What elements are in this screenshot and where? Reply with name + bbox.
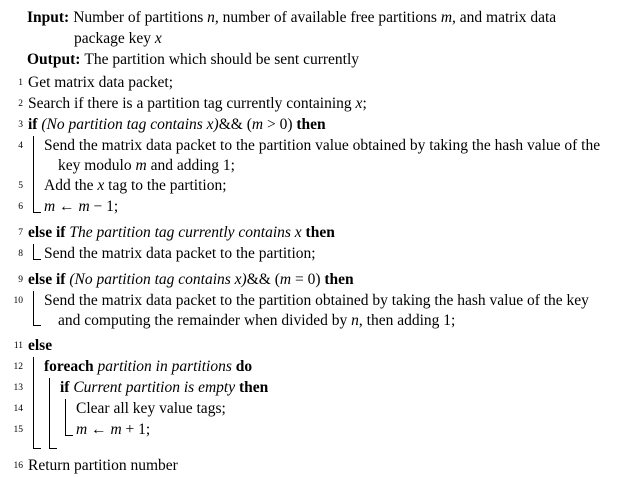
text-segment: Send the matrix data packet to the partition value obtained by taking the hash value of the key modulo — [44, 137, 601, 174]
text-segment: The partition tag currently contains x — [69, 224, 302, 241]
text-segment: if — [28, 116, 42, 133]
text-segment: ← — [55, 198, 79, 215]
line-content — [44, 244, 610, 265]
algorithm-line — [8, 291, 610, 331]
text-segment: m — [78, 198, 90, 215]
block-end-row — [8, 441, 610, 451]
text-segment: then — [238, 379, 269, 396]
text-segment: n — [351, 312, 359, 329]
text-segment: m — [440, 9, 453, 26]
text-segment: and adding 1; — [146, 157, 235, 174]
text-segment: − 1; — [89, 198, 119, 215]
block-indent-guide — [28, 197, 44, 218]
line-number: 5 — [18, 181, 23, 191]
block-indent-guide — [60, 420, 76, 441]
text-segment: && ( — [218, 116, 252, 133]
algorithm-line — [8, 399, 610, 420]
algorithm-line — [8, 197, 610, 218]
line-content — [28, 336, 610, 357]
text-segment: else if — [28, 271, 70, 288]
text-segment: + 1; — [121, 421, 151, 438]
text-segment: Clear all key value tags; — [76, 400, 226, 417]
line-content — [44, 197, 610, 218]
text-segment: m — [279, 271, 292, 288]
block-indent-guide — [44, 378, 60, 399]
input-text — [73, 9, 556, 47]
text-segment: x — [355, 95, 363, 112]
line-number: 15 — [13, 425, 23, 435]
line-content — [28, 223, 610, 244]
text-segment: > 0) — [263, 116, 297, 133]
text-segment: ← — [87, 421, 111, 438]
text-segment: foreach — [44, 358, 98, 375]
algorithm-line — [8, 73, 610, 94]
line-number: 1 — [18, 78, 23, 88]
text-segment: (No partition tag contains x) — [69, 271, 247, 288]
text-segment: Search if there is a partition tag currently containing — [28, 95, 356, 112]
text-segment: && ( — [246, 271, 280, 288]
text-segment: Send the matrix data packet to the partition; — [44, 245, 316, 262]
block-indent-guide — [28, 378, 44, 399]
line-number: 10 — [13, 296, 23, 306]
line-content — [60, 378, 610, 399]
block-indent-guide — [28, 291, 44, 331]
block-indent-guide — [28, 136, 44, 176]
algorithm-line — [8, 336, 610, 357]
block-indent-guide — [28, 420, 44, 441]
line-number: 11 — [13, 341, 23, 351]
text-segment: Add the — [44, 177, 98, 194]
algorithm-line — [8, 378, 610, 399]
algorithm-header — [27, 7, 610, 70]
block-indent-guide — [28, 176, 44, 197]
text-segment: tag to the partition; — [104, 177, 227, 194]
line-content — [76, 420, 610, 441]
output-label: Output: — [27, 51, 81, 68]
block-indent-guide — [44, 441, 60, 451]
text-segment: x — [154, 30, 162, 47]
line-content — [28, 270, 610, 291]
line-number: 6 — [18, 202, 23, 212]
line-content — [28, 115, 610, 136]
algorithm-line — [8, 94, 610, 115]
text-segment: Send the matrix data packet to the partition obtained by taking the hash value of the key and computing the remainder when divided by — [44, 292, 589, 329]
algorithm-line — [8, 420, 610, 441]
line-content — [44, 291, 610, 331]
algorithm-line — [8, 176, 610, 197]
line-content — [76, 399, 610, 420]
algorithm-line — [8, 115, 610, 136]
text-segment: , number of available free partitions — [214, 9, 441, 26]
block-indent-guide — [28, 441, 44, 451]
text-segment: , and matrix data package key — [74, 9, 557, 47]
line-content — [44, 136, 610, 176]
line-number: 13 — [13, 383, 23, 393]
text-segment: then — [324, 271, 354, 288]
algorithm-line — [8, 357, 610, 378]
text-segment: Get matrix data packet; — [28, 74, 174, 91]
line-number: 8 — [18, 249, 23, 259]
block-indent-guide — [28, 399, 44, 420]
text-segment: do — [235, 358, 253, 375]
line-number: 12 — [13, 362, 23, 372]
line-number: 2 — [18, 99, 23, 109]
text-segment: m — [110, 421, 122, 438]
algorithm-line — [8, 270, 610, 291]
text-segment: Return partition number — [28, 457, 178, 474]
text-segment: else if — [28, 224, 70, 241]
algorithm-line — [8, 244, 610, 265]
text-segment: ; — [362, 95, 367, 112]
text-segment: Current partition is empty — [73, 379, 236, 396]
line-number: 4 — [18, 141, 23, 151]
text-segment: m — [44, 198, 56, 215]
text-segment: if — [60, 379, 74, 396]
text-segment: (No partition tag contains x) — [41, 116, 219, 133]
text-segment: else — [28, 337, 53, 354]
line-content — [44, 176, 610, 197]
algorithm-input-line — [27, 7, 610, 49]
algorithm-line — [8, 136, 610, 176]
text-segment: m — [251, 116, 264, 133]
text-segment: , then adding 1; — [358, 312, 456, 329]
line-number: 14 — [13, 404, 23, 414]
text-segment: = 0) — [291, 271, 325, 288]
line-number: 3 — [18, 120, 23, 130]
output-text: The partition which should be sent currently — [84, 51, 360, 68]
line-content — [28, 456, 610, 477]
text-segment: then — [305, 224, 335, 241]
block-indent-guide — [44, 420, 60, 441]
text-segment: then — [296, 116, 326, 133]
input-label: Input: — [27, 9, 70, 26]
line-number: 7 — [18, 228, 23, 238]
line-content — [28, 94, 610, 115]
text-segment: n — [207, 9, 215, 26]
algorithm-line — [8, 223, 610, 244]
line-number — [8, 441, 28, 451]
algorithm-body — [8, 73, 610, 477]
line-number: 16 — [13, 461, 23, 471]
block-indent-guide — [60, 399, 76, 420]
block-indent-guide — [28, 357, 44, 378]
text-segment: m — [76, 421, 88, 438]
text-segment: partition in partitions — [97, 358, 232, 375]
text-segment: x — [97, 177, 105, 194]
algorithm-line — [8, 456, 610, 477]
text-segment: m — [135, 157, 147, 174]
line-content — [60, 441, 610, 451]
text-segment: Number of partitions — [73, 9, 208, 26]
block-indent-guide — [28, 244, 44, 265]
line-content — [28, 73, 610, 94]
line-content — [44, 357, 610, 378]
algorithm-output-line — [27, 49, 610, 70]
block-indent-guide — [44, 399, 60, 420]
line-number: 9 — [18, 275, 23, 285]
